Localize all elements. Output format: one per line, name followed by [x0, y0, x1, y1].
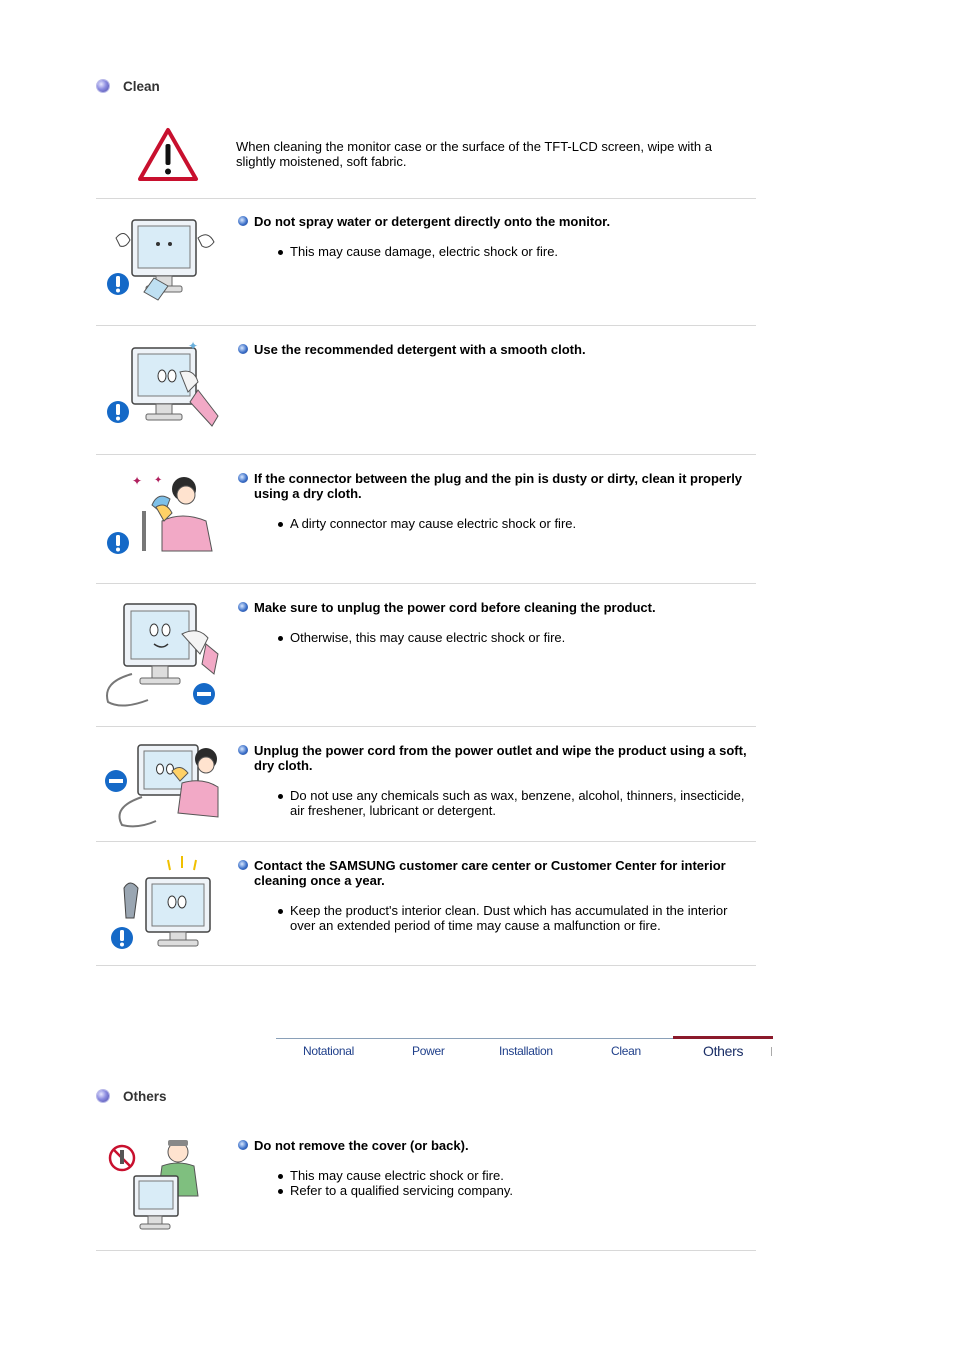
clean-intro [96, 118, 756, 199]
item-heading: Contact the SAMSUNG customer care center or Customer Center for interior cleaning once a year. [238, 858, 754, 888]
bullet-item: Keep the product's interior clean. Dust which has accumulated in the interior over an extended period of time may cause a malfunction or fire. [276, 904, 754, 933]
list-item [96, 842, 756, 966]
bullet-item: This may cause electric shock or fire. [276, 1169, 754, 1184]
tab-clean[interactable]: Clean [611, 1044, 641, 1058]
blue-bullet-icon [238, 860, 248, 870]
bullet-list [238, 631, 754, 646]
section-header-others [97, 1088, 167, 1104]
bullet-item: This may cause damage, electric shock or fire. [276, 245, 754, 260]
clean-connector-illustration-icon [102, 465, 224, 569]
blue-bullet-icon [238, 602, 248, 612]
item-heading: Make sure to unplug the power cord before cleaning the product. [238, 600, 754, 615]
svg-text:✦: ✦ [188, 339, 199, 353]
blue-bullet-icon [238, 216, 248, 226]
item-content [238, 342, 754, 357]
intro-text: When cleaning the monitor case or the surface of the TFT-LCD screen, wipe with a slightly moistened, soft fabric. [236, 139, 712, 169]
bullet-list [238, 789, 754, 818]
tab-bar-divider [276, 1038, 673, 1039]
blue-bullet-icon [238, 745, 248, 755]
item-content [238, 214, 754, 260]
active-tab-indicator [673, 1036, 773, 1039]
list-item [96, 326, 756, 455]
svg-text:✦: ✦ [154, 475, 163, 486]
item-content [238, 471, 754, 532]
unplug-cord-illustration-icon [102, 594, 224, 712]
item-content [238, 1138, 754, 1198]
item-content [238, 743, 754, 818]
bullet-list [238, 245, 754, 260]
list-item [96, 584, 756, 727]
section-bullet-icon [97, 1090, 109, 1102]
section-tab-bar [276, 1036, 773, 1062]
blue-bullet-icon [238, 344, 248, 354]
tab-installation[interactable]: Installation [499, 1044, 553, 1058]
list-item [96, 455, 756, 584]
service-center-illustration-icon [102, 852, 224, 956]
list-item [96, 198, 756, 326]
blue-bullet-icon [238, 1140, 248, 1150]
bullet-list [238, 904, 754, 933]
section-title: Clean [123, 78, 160, 94]
section-title: Others [123, 1088, 167, 1104]
do-not-disassemble-illustration-icon [102, 1132, 224, 1236]
item-content [238, 858, 754, 933]
tab-power[interactable]: Power [412, 1044, 445, 1058]
item-heading: If the connector between the plug and the pin is dusty or dirty, clean it properly using a dry cloth. [238, 471, 754, 501]
tab-separator [771, 1047, 772, 1056]
list-item [96, 1122, 756, 1251]
section-bullet-icon [97, 80, 109, 92]
bullet-list [238, 1169, 754, 1198]
item-content [238, 600, 754, 646]
bullet-item: A dirty connector may cause electric shock or fire. [276, 517, 754, 532]
tab-others[interactable]: Others [703, 1043, 744, 1059]
unplug-and-wipe-illustration-icon [102, 737, 224, 833]
bullet-item: Otherwise, this may cause electric shock or fire. [276, 631, 754, 646]
item-heading: Do not spray water or detergent directly onto the monitor. [238, 214, 754, 229]
no-spray-illustration-icon [102, 208, 224, 312]
item-heading: Do not remove the cover (or back). [238, 1138, 754, 1153]
warning-triangle-icon [137, 127, 199, 182]
item-heading: Use the recommended detergent with a smooth cloth. [238, 342, 754, 357]
svg-text:✦: ✦ [132, 474, 143, 488]
list-item [96, 727, 756, 842]
tab-notational[interactable]: Notational [303, 1044, 355, 1058]
wipe-monitor-illustration-icon [102, 336, 224, 440]
bullet-item: Refer to a qualified servicing company. [276, 1184, 754, 1199]
bullet-list [238, 517, 754, 532]
item-heading: Unplug the power cord from the power outlet and wipe the product using a soft, dry cloth. [238, 743, 754, 773]
bullet-item: Do not use any chemicals such as wax, benzene, alcohol, thinners, insecticide, air freshener, lubricant or detergent. [276, 789, 754, 818]
section-header-clean [97, 78, 160, 94]
blue-bullet-icon [238, 473, 248, 483]
